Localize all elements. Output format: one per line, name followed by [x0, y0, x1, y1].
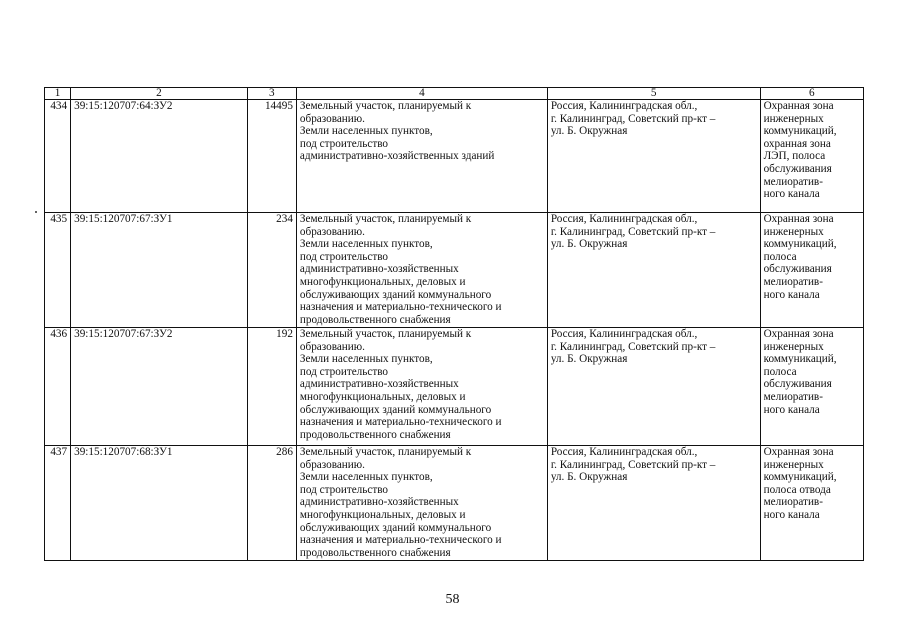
table-row — [45, 100, 864, 213]
description-cell: Земельный участок, планируемый к образованию. Земли населенных пунктов, под строительство административно-хозяйственных многофункциональных, деловых и обслуживающих зданий коммунального назначения и материально-технического и продовольственного снабжения — [296, 446, 547, 561]
column-header-6: 6 — [760, 88, 863, 100]
table-row — [45, 328, 864, 446]
area-cell: 234 — [247, 213, 296, 328]
column-header-3: 3 — [247, 88, 296, 100]
area-cell: 14495 — [247, 100, 296, 213]
restriction-zone-cell: Охранная зона инженерных коммуникаций, охранная зона ЛЭП, полоса обслуживания мелиоратив- ного канала — [760, 100, 863, 213]
restriction-zone-cell: Охранная зона инженерных коммуникаций, полоса отвода мелиоратив- ного канала — [760, 446, 863, 561]
row-number-cell: 435 — [45, 213, 71, 328]
cadastral-number-cell: 39:15:120707:64:ЗУ2 — [71, 100, 248, 213]
column-header-2: 2 — [71, 88, 248, 100]
cadastral-number-cell: 39:15:120707:67:ЗУ2 — [71, 328, 248, 446]
description-cell: Земельный участок, планируемый к образованию. Земли населенных пунктов, под строительство административно-хозяйственных многофункциональных, деловых и обслуживающих зданий коммунального назначения и материально-технического и продовольственного снабжения — [296, 213, 547, 328]
column-header-4: 4 — [296, 88, 547, 100]
address-cell: Россия, Калининградская обл., г. Калининград, Советский пр-кт – ул. Б. Окружная — [547, 328, 760, 446]
area-cell: 192 — [247, 328, 296, 446]
row-number-cell: 434 — [45, 100, 71, 213]
land-plot-register-table — [44, 87, 864, 561]
address-cell: Россия, Калининградская обл., г. Калининград, Советский пр-кт – ул. Б. Окружная — [547, 100, 760, 213]
description-cell: Земельный участок, планируемый к образованию. Земли населенных пунктов, под строительство административно-хозяйственных зданий — [296, 100, 547, 213]
page-number: 58 — [445, 592, 460, 607]
restriction-zone-cell: Охранная зона инженерных коммуникаций, полоса обслуживания мелиоратив- ного канала — [760, 213, 863, 328]
row-number-cell: 436 — [45, 328, 71, 446]
column-number-header-row — [45, 88, 864, 100]
restriction-zone-cell: Охранная зона инженерных коммуникаций, полоса обслуживания мелиоратив- ного канала — [760, 328, 863, 446]
row-number-cell: 437 — [45, 446, 71, 561]
table-row — [45, 446, 864, 561]
area-cell: 286 — [247, 446, 296, 561]
cadastral-number-cell: 39:15:120707:68:ЗУ1 — [71, 446, 248, 561]
stray-dot-mark — [35, 211, 37, 213]
column-header-1: 1 — [45, 88, 71, 100]
address-cell: Россия, Калининградская обл., г. Калининград, Советский пр-кт – ул. Б. Окружная — [547, 213, 760, 328]
cadastral-number-cell: 39:15:120707:67:ЗУ1 — [71, 213, 248, 328]
table-row — [45, 213, 864, 328]
description-cell: Земельный участок, планируемый к образованию. Земли населенных пунктов, под строительство административно-хозяйственных многофункциональных, деловых и обслуживающих зданий коммунального назначения и материально-технического и продовольственного снабжения — [296, 328, 547, 446]
address-cell: Россия, Калининградская обл., г. Калининград, Советский пр-кт – ул. Б. Окружная — [547, 446, 760, 561]
column-header-5: 5 — [547, 88, 760, 100]
